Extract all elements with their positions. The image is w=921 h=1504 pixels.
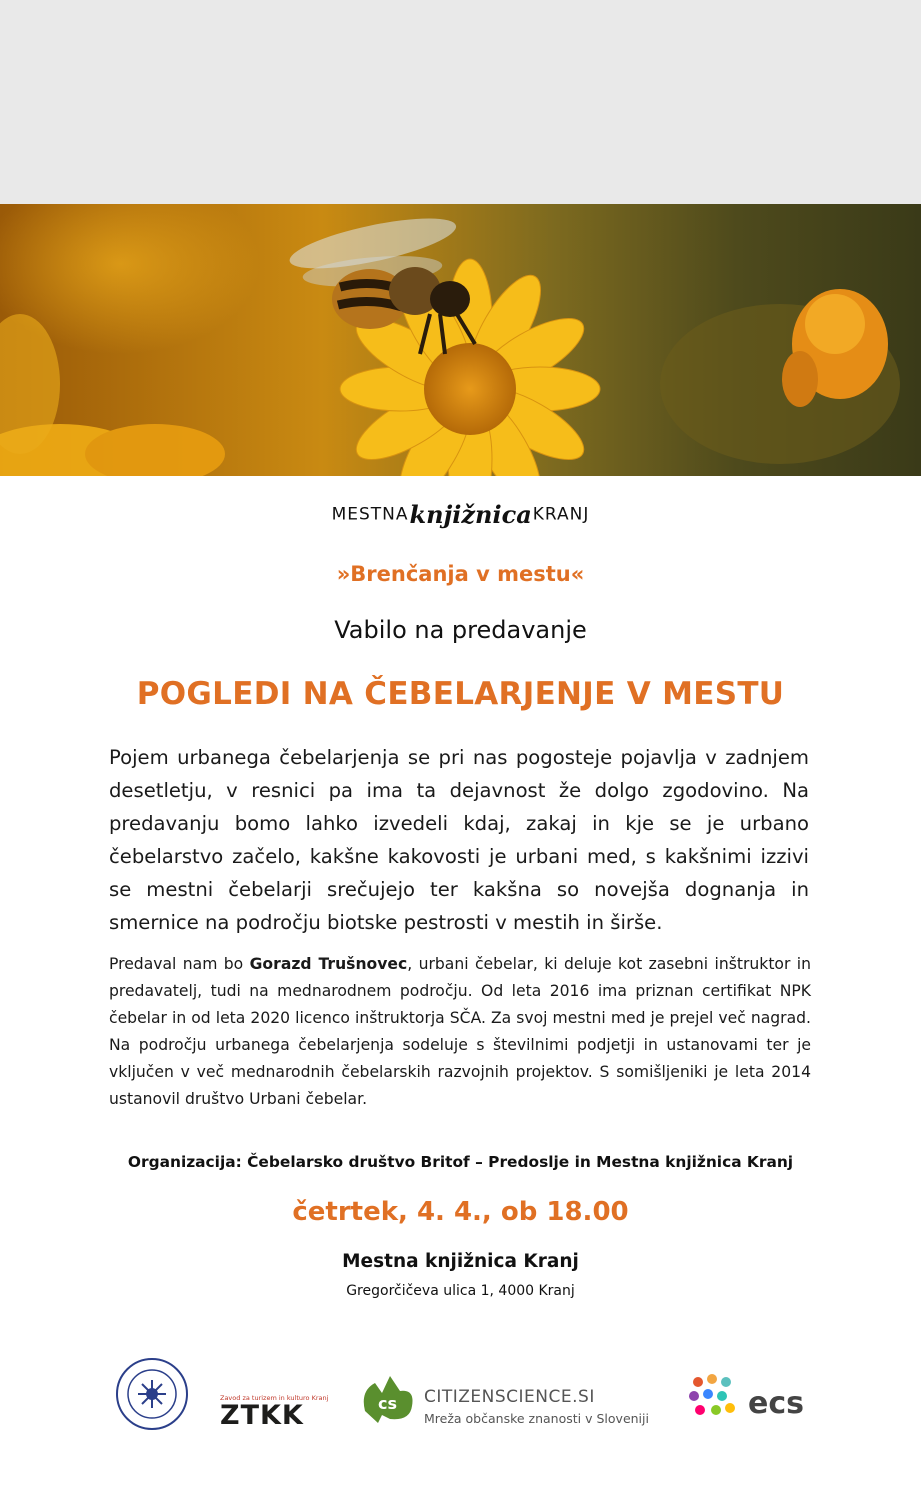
beekeepers-seal-icon — [117, 1359, 187, 1429]
logo-middle-text: knjižnica — [409, 500, 532, 529]
svg-text:cs: cs — [378, 1394, 398, 1413]
speaker-intro: Predaval nam bo — [109, 955, 244, 973]
citizenscience-name: CITIZENSCIENCE.SI — [424, 1387, 595, 1407]
lecture-description: Pojem urbanega čebelarjenja se pri nas pogosteje pojavlja v zadnjem desetletju, v resnici pa ima ta dejavnost že dolgo zgodovino. Na predavanju bomo lahko izvedeli kdaj, zakaj in kje se je urbano čebelarstvo začelo, kakšne kakovosti je urbani med, s kakšnimi izzivi se mestni čebelarji srečujejo ter kakšna so novejša dognanja in smernice na področju biotske pestrosti v mestih in širše. — [109, 746, 809, 934]
event-venue: Mestna knjižnica Kranj — [342, 1251, 579, 1272]
ztkk-logo-text: ZTKK — [220, 1400, 304, 1431]
speaker-bio: , urbani čebelar, ki deluje kot zasebni inštruktor in predavatelj, tudi na mednarodnem področju. Od leta 2016 ima priznan certifikat NPK čebelar in od leta 2020 licenco inštruktorja SČA. Za svoj mestni med je prejel več nagrad. Na področju urbanega čebelarjenja sodeluje s številnimi podjetji in ustanovami ter je vključen v več mednarodnih čebelarskih razvojnih projektov. S somišljeniki je leta 2014 ustanovil društvo Urbani čebelar. — [109, 955, 811, 1108]
ecs-logo-text: ecs — [748, 1386, 804, 1421]
logo-left-text: MESTNA — [331, 504, 409, 525]
ztkk-tagline: Zavod za turizem in kulturo Kranj — [220, 1394, 329, 1402]
hero-bee-photo — [0, 204, 921, 476]
speaker-paragraph — [109, 951, 811, 1113]
citizenscience-subtitle: Mreža občanske znanosti v Sloveniji — [424, 1411, 649, 1426]
top-gray-band — [0, 0, 921, 204]
event-address: Gregorčičeva ulica 1, 4000 Kranj — [346, 1283, 575, 1299]
citizenscience-logo-icon — [364, 1376, 413, 1423]
event-date-time: četrtek, 4. 4., ob 18.00 — [292, 1197, 629, 1227]
lecture-title: POGLEDI NA ČEBELARJENJE V MESTU — [136, 676, 785, 712]
ecs-logo-icon — [689, 1374, 735, 1415]
invitation-subtitle: Vabilo na predavanje — [334, 616, 587, 644]
organizers-line: Organizacija: Čebelarsko društvo Britof – Predoslje in Mestna knjižnica Kranj — [127, 1153, 794, 1171]
series-title: »Brenčanja v mestu« — [336, 562, 585, 586]
speaker-name: Gorazd Trušnovec — [249, 955, 408, 973]
library-logo — [0, 500, 921, 529]
logo-right-text: KRANJ — [532, 504, 590, 525]
